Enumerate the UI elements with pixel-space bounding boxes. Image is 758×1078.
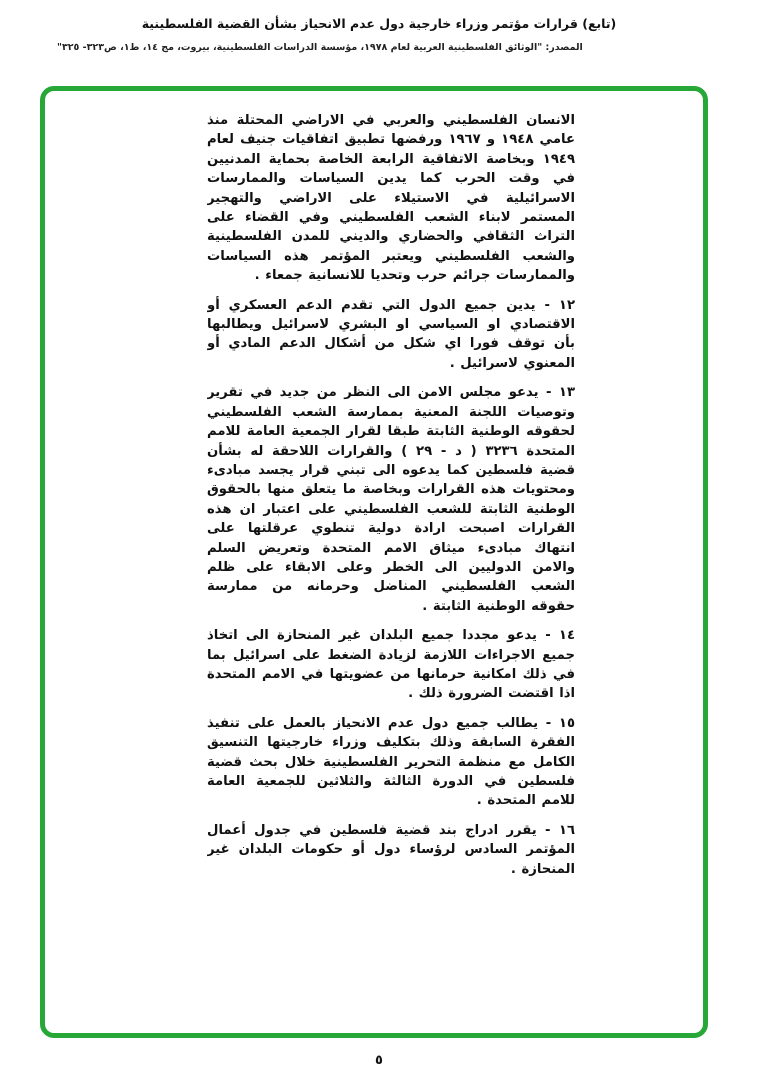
body-paragraph-item-16: ١٦ - يقرر ادراج بند قضية فلسطين في جدول أعمال المؤتمر السادس لرؤساء دول أو حكومات البلدان غير المنحازة . [207,822,575,877]
content-border-frame [40,86,708,1038]
body-paragraph-item-15: ١٥ - يطالب جميع دول عدم الانحياز بالعمل على تنفيذ الفقرة السابقة وذلك بتكليف وزراء خارجيتها التنسيق الكامل مع منظمة التحرير الفلسطينية خلال بحث قضية فلسطين في الدورة الثالثة والثلاثين للجمعية العامة للامم المتحدة . [207,715,575,809]
body-paragraph-item-13: ١٣ - يدعو مجلس الامن الى النظر من جديد في تقرير وتوصيات اللجنة المعنية بممارسة الشعب الفلسطيني لحقوقه الوطنية الثابتة طبقا لقرار الجمعية العامة للامم المتحدة ٣٢٣٦ ( د - ٢٩ ) والقرارات اللاحقة له بشأن قضية فلسطين كما يدعوه الى تبني قرار يجسد مبادىء ومحتويات هذه القرارات وبخاصة ما يتعلق منها بالحقوق الوطنية الثابتة للشعب الفلسطيني على اعتبار ان هذه القرارات اصبحت ارادة دولية تنطوي عرقلتها على انتهاك مبادىء ميثاق الامم المتحدة وتعريض السلم والامن الدوليين الى الخطر وعلى الابقاء على ظلم الشعب الفلسطيني المناضل وحرمانه من ممارسة حقوقه الوطنية الثابتة . [207,385,575,614]
body-paragraph-continuation: الانسان الفلسطيني والعربي في الاراضي المحتلة منذ عامي ١٩٤٨ و ١٩٦٧ ورفضها تطبيق اتفاقيات جنيف لعام ١٩٤٩ وبخاصة الاتفاقية الرابعة الخاصة بحماية المدنيين في وقت الحرب كما يدين السياسات والممارسات الاسرائيلية في الاستيلاء على الاراضي والتهجير المستمر لابناء الشعب الفلسطيني وفي القضاء على التراث الثقافي والحضاري والديني للمدن الفلسطينية والشعب الفلسطيني ويعتبر المؤتمر هذه السياسات والممارسات جرائم حرب وتحديا للانسانية جمعاء . [207,113,575,284]
body-paragraph-item-14: ١٤ - يدعو مجددا جميع البلدان غير المنحازة الى اتخاذ جميع الاجراءات اللازمة لزيادة الضغط على اسرائيل بما في ذلك امكانية حرمانها من عضويتها في الامم المتحدة اذا اقتضت الضرورة ذلك . [207,628,575,702]
page-header [0,0,758,53]
document-body [207,111,575,1011]
body-paragraph-item-12: ١٢ - يدين جميع الدول التي تقدم الدعم العسكري أو الاقتصادي او السياسي او البشري لاسرائيل ويطالبها بأن توقف فورا اي شكل من أشكال الدعم المادي أو المعنوي لاسرائيل . [207,297,575,371]
source-citation: المصدر: "الوثائق الفلسطينية العربية لعام ١٩٧٨، مؤسسة الدراسات الفلسطينية، بيروت، مج ١٤، ط١، ص٣٢٣- ٣٢٥" [57,42,583,53]
document-title: (تابع) قرارات مؤتمر وزراء خارجية دول عدم الانحياز بشأن القضية الفلسطينية [141,16,617,31]
page-number: ٥ [375,1053,383,1068]
